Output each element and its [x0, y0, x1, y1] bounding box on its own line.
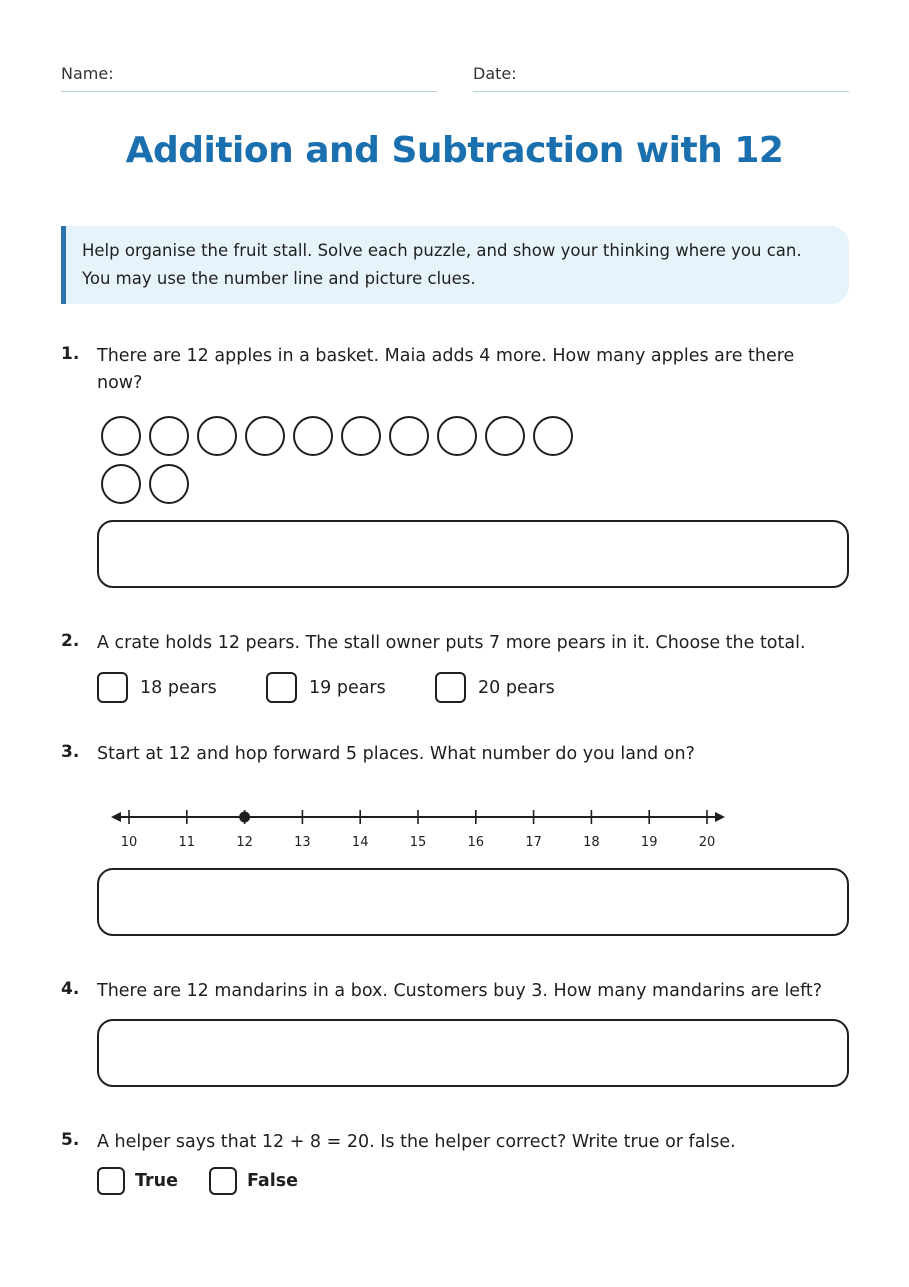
- checkbox[interactable]: [266, 672, 297, 703]
- apple-counter: [101, 416, 141, 456]
- option-label: True: [135, 1171, 178, 1191]
- option-label: 20 pears: [478, 677, 555, 698]
- apple-counter: [101, 464, 141, 504]
- arrow-right-icon: [715, 812, 725, 822]
- number-line-label: 12: [236, 835, 253, 850]
- apple-counter: [197, 416, 237, 456]
- option-true[interactable]: [97, 1167, 178, 1195]
- apple-counter: [437, 416, 477, 456]
- number-line-label: 19: [640, 835, 658, 850]
- checkbox[interactable]: [209, 1167, 237, 1195]
- apple-counter: [149, 464, 189, 504]
- name-field[interactable]: [61, 62, 437, 92]
- date-label: Date:: [473, 64, 517, 83]
- apple-counter: [485, 416, 525, 456]
- number-line-label: 17: [525, 835, 542, 850]
- option-label: 19 pears: [309, 677, 386, 698]
- question-4-text: There are 12 mandarins in a box. Customers buy 3. How many mandarins are left?: [97, 981, 823, 1001]
- question-2-number: 2.: [61, 631, 80, 651]
- question-3-answer-box[interactable]: [97, 868, 849, 936]
- question-1-text: There are 12 apples in a basket. Maia adds 4 more. How many apples are there now?: [97, 346, 795, 393]
- question-3-number: 3.: [61, 742, 80, 762]
- question-5-number: 5.: [61, 1130, 80, 1150]
- page-title: Addition and Subtraction with 12: [125, 130, 784, 171]
- number-line-label: 14: [351, 835, 369, 850]
- option-false[interactable]: [209, 1167, 298, 1195]
- option-19-pears[interactable]: [266, 672, 386, 703]
- arrow-left-icon: [111, 812, 121, 822]
- apple-counter: [389, 416, 429, 456]
- apple-counter: [341, 416, 381, 456]
- start-point-marker: [239, 812, 250, 823]
- option-label: 18 pears: [140, 677, 217, 698]
- apple-counter: [245, 416, 285, 456]
- question-2-text: A crate holds 12 pears. The stall owner puts 7 more pears in it. Choose the total.: [97, 633, 806, 653]
- number-line-label: 18: [583, 835, 600, 850]
- checkbox[interactable]: [97, 672, 128, 703]
- number-line-label: 15: [409, 835, 427, 850]
- question-4-number: 4.: [61, 979, 80, 999]
- question-1-answer-box[interactable]: [97, 520, 849, 588]
- question-4-answer-box[interactable]: [97, 1019, 849, 1087]
- number-line-label: 10: [120, 835, 138, 850]
- checkbox[interactable]: [435, 672, 466, 703]
- instructions-box: Help organise the fruit stall. Solve each puzzle, and show your thinking where you can. You may use the number line and picture clues.: [61, 226, 849, 304]
- question-3-text: Start at 12 and hop forward 5 places. What number do you land on?: [97, 744, 695, 764]
- option-18-pears[interactable]: [97, 672, 217, 703]
- apple-counter: [149, 416, 189, 456]
- number-line-label: 11: [178, 835, 196, 850]
- apple-counter: [533, 416, 573, 456]
- number-line-label: 16: [467, 835, 485, 850]
- question-5-text: A helper says that 12 + 8 = 20. Is the helper correct? Write true or false.: [97, 1132, 736, 1152]
- option-20-pears[interactable]: [435, 672, 555, 703]
- number-line-label: 13: [294, 835, 311, 850]
- question-1-number: 1.: [61, 344, 80, 364]
- date-field[interactable]: [473, 62, 849, 92]
- number-line-label: 20: [698, 835, 716, 850]
- name-label: Name:: [61, 64, 114, 83]
- apple-counter: [293, 416, 333, 456]
- checkbox[interactable]: [97, 1167, 125, 1195]
- number-line: [108, 800, 738, 856]
- option-label: False: [247, 1171, 299, 1191]
